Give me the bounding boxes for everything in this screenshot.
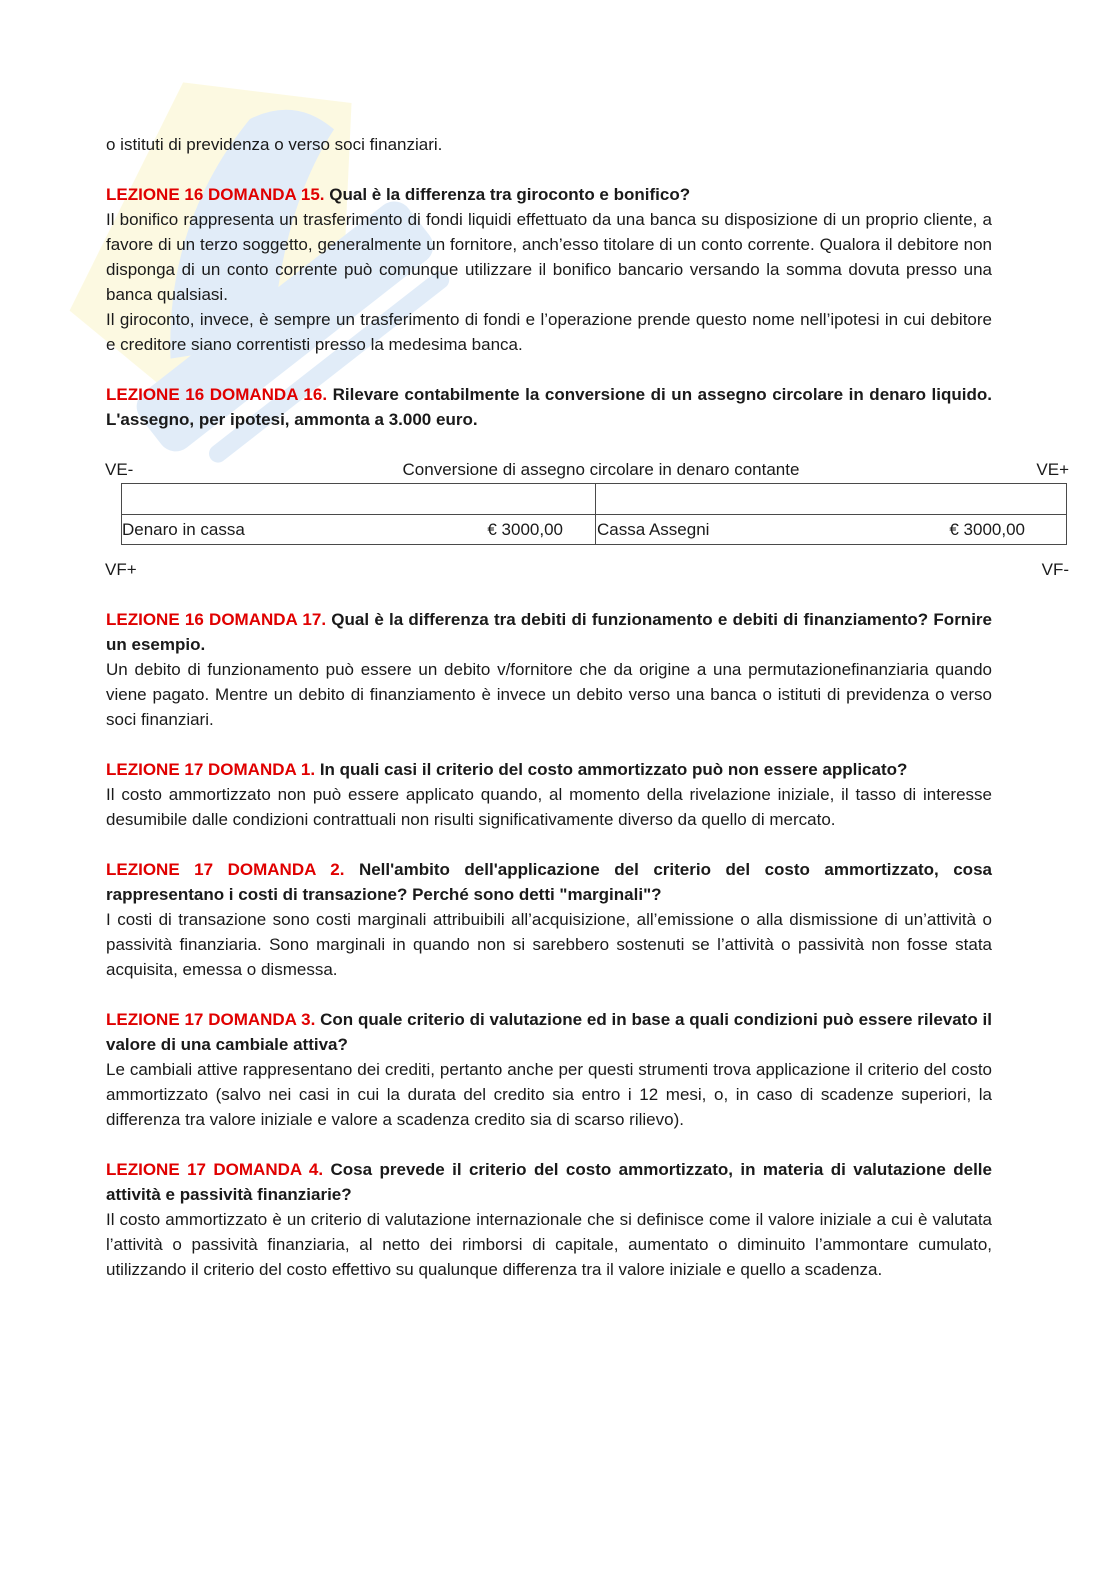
question-label: LEZIONE 17 DOMANDA 1. [106,760,316,779]
vf-minus-label: VF- [1041,560,1069,579]
question-block [106,1157,992,1282]
question-label: LEZIONE 17 DOMANDA 2. [106,860,345,879]
question-heading [106,857,992,907]
answer-paragraph: I costi di transazione sono costi marginali attribuibili all’acquisizione, all’emissione o alla dismissione di un’attività o passività finanziaria. Sono marginali in quando non si sarebbero sostenuti se l’attività o passività non fosse stata acquisita, emessa o dismessa. [106,910,992,979]
question-block [106,382,992,432]
question-label: LEZIONE 17 DOMANDA 3. [106,1010,316,1029]
answer-paragraph: Il giroconto, invece, è sempre un trasferimento di fondi e l’operazione prende questo nome nell’ipotesi in cui debitore e creditore siano correntisti presso la medesima banca. [106,310,992,354]
credit-amount-cell: € 3000,00 [949,520,1025,539]
journal-entry-title: Conversione di assegno circolare in denaro contante [402,460,800,479]
question-heading [106,182,992,207]
question-block [106,1007,992,1132]
question-heading [106,607,992,657]
question-block [106,757,992,832]
credit-account-cell: Cassa Assegni [597,520,710,539]
question-heading [106,1157,992,1207]
debit-amount-cell: € 3000,00 [487,520,563,539]
intro-paragraph: o istituti di previdenza o verso soci finanziari. [106,135,443,154]
question-text: In quali casi il criterio del costo ammortizzato può non essere applicato? [319,760,908,779]
question-heading [106,1007,992,1057]
ve-minus-label: VE- [105,460,134,479]
answer-paragraph: Il costo ammortizzato non può essere applicato quando, al momento della rivelazione iniziale, il tasso di interesse desumibile dalle condizioni contrattuali non risulti significativamente diverso da quello di mercato. [106,785,992,829]
question-label: LEZIONE 17 DOMANDA 4. [106,1160,324,1179]
question-block [106,607,992,732]
question-text: Cosa prevede il criterio del costo ammortizzato, in materia di valutazione delle attività e passività finanziarie? [106,1160,992,1204]
debit-account-cell: Denaro in cassa [122,520,245,539]
question-text: Nell'ambito dell'applicazione del criterio del costo ammortizzato, cosa rappresentano i costi di transazione? Perché sono detti "marginali"? [106,860,992,904]
answer-paragraph: Il bonifico rappresenta un trasferimento di fondi liquidi effettuato da una banca su disposizione di un proprio cliente, a favore di un terzo soggetto, generalmente un fornitore, anch’esso titolare di un conto corrente. Qualora il debitore non disponga di un conto corrente può comunque utilizzare il bonifico bancario versando la somma dovuta presso una banca qualsiasi. [106,210,992,304]
document-body [105,132,1069,1282]
question-label: LEZIONE 16 DOMANDA 15. [106,185,325,204]
journal-entry-grid [121,483,1067,545]
question-heading [106,382,992,432]
grid-row-divider [122,514,1066,515]
question-text: Qual è la differenza tra giroconto e bonifico? [329,185,691,204]
question-block [106,857,992,982]
question-block [106,182,992,357]
vf-plus-label: VF+ [105,560,137,579]
grid-column-divider [595,484,596,544]
question-heading [106,757,992,782]
answer-paragraph: Un debito di funzionamento può essere un debito v/fornitore che da origine a una permutazionefinanziaria quando viene pagato. Mentre un debito di finanziamento è invece un debito verso una banca o istituti di previdenza o verso soci finanziari. [106,660,992,729]
question-text: Qual è la differenza tra debiti di funzionamento e debiti di finanziamento? Fornire un esempio. [106,610,992,654]
journal-entry-table [105,457,1069,582]
question-text: Rilevare contabilmente la conversione di un assegno circolare in denaro liquido. L'assegno, per ipotesi, ammonta a 3.000 euro. [106,385,992,429]
ve-plus-label: VE+ [1036,460,1069,479]
answer-paragraph: Il costo ammortizzato è un criterio di valutazione internazionale che si definisce come il valore iniziale a cui è valutata l’attività o passività finanziaria, al netto dei rimborsi di capitale, aumentato o diminuito l’ammontare cumulato, utilizzando il criterio del costo effettivo su qualunque differenza tra il valore iniziale e quello a scadenza. [106,1210,992,1279]
answer-paragraph: Le cambiali attive rappresentano dei crediti, pertanto anche per questi strumenti trova applicazione il criterio del costo ammortizzato (salvo nei casi in cui la durata del credito sia entro i 12 mesi, o, in caso di scadenze superiori, la differenza tra valore iniziale e valore a scadenza credito sia di scarso rilievo). [106,1060,992,1129]
question-text: Con quale criterio di valutazione ed in base a quali condizioni può essere rilevato il valore di una cambiale attiva? [106,1010,992,1054]
question-label: LEZIONE 16 DOMANDA 16. [106,385,328,404]
question-label: LEZIONE 16 DOMANDA 17. [106,610,327,629]
